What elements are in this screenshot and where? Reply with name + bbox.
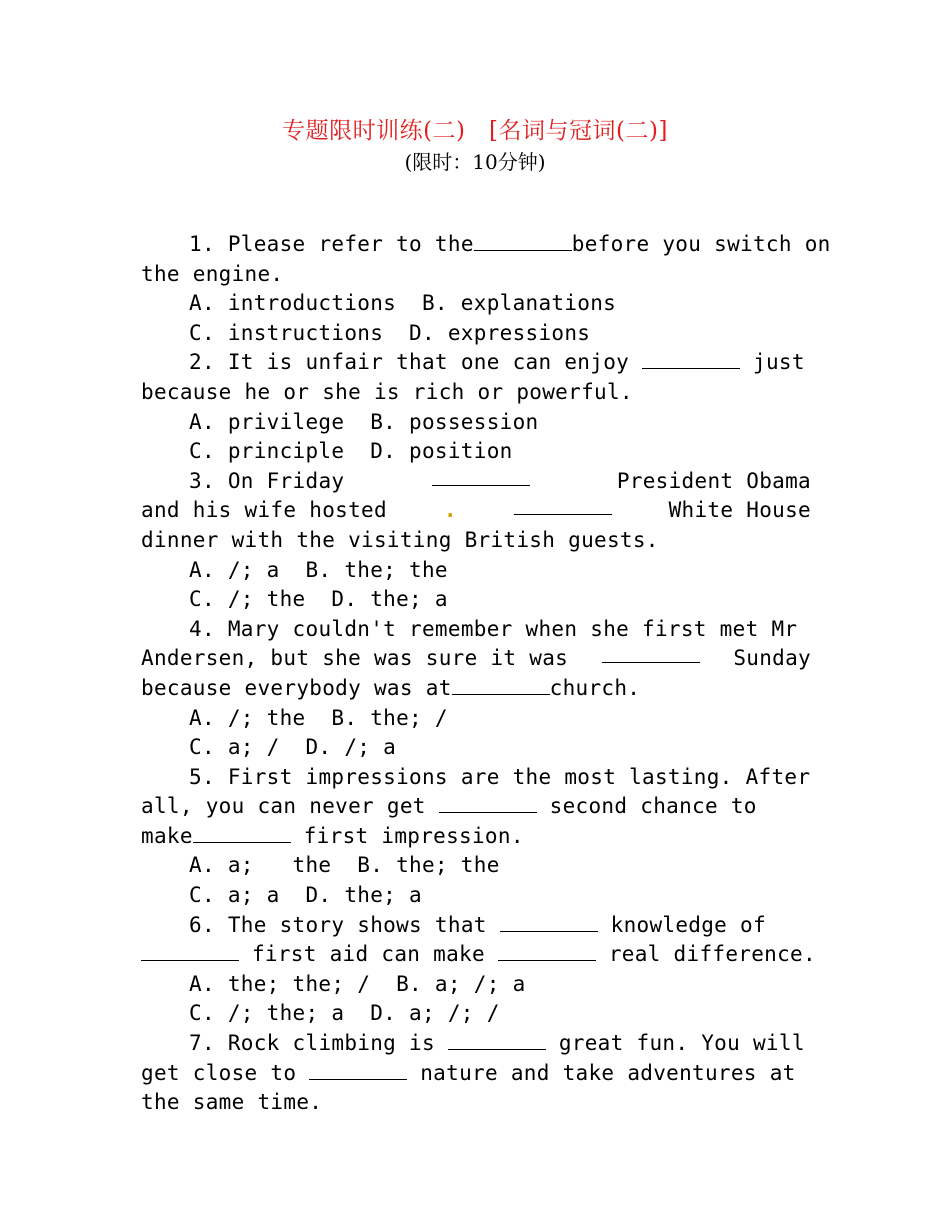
question-2-stem: 2. It is unfair that one can enjoy just — [189, 350, 805, 375]
question-7-stem-end: the same time. — [141, 1090, 323, 1115]
question-3-stem-end: dinner with the visiting British guests. — [141, 527, 659, 552]
answer-blank — [193, 824, 291, 843]
question-1-stem: 1. Please refer to the before you switch on — [189, 232, 831, 256]
question-5-options-ab: A. a; the B. the; the — [189, 853, 500, 878]
question-6-options-ab: A. the; the; / B. a; /; a — [189, 971, 526, 996]
question-6-stem: 6. The story shows that knowledge of — [189, 912, 766, 937]
answer-blank — [452, 676, 550, 695]
question-6-options-cd: C. /; the; a D. a; /; / — [189, 1001, 500, 1026]
question-7-stem-cont: get close to nature and take adventures at — [141, 1060, 796, 1085]
answer-blank — [141, 942, 239, 961]
question-3-options-ab: A. /; a B. the; the — [189, 557, 448, 582]
answer-blank — [642, 350, 740, 369]
answer-blank — [602, 644, 700, 663]
question-1-stem-cont: the engine. — [141, 261, 284, 286]
answer-blank — [309, 1061, 407, 1080]
question-3-stem: 3. On Friday President Obama — [189, 468, 811, 493]
question-5-options-cd: C. a; a D. the; a — [189, 883, 422, 908]
question-4-options-cd: C. a; / D. /; a — [189, 735, 397, 760]
question-1-options-cd: C. instructions D. expressions — [189, 320, 591, 345]
question-6-stem-cont: first aid can make real difference. — [141, 940, 811, 970]
question-3-options-cd: C. /; the D. the; a — [189, 587, 448, 612]
marker-dot: . — [443, 498, 457, 523]
answer-blank — [432, 467, 530, 486]
answer-blank — [498, 942, 596, 961]
question-4-options-ab: A. /; the B. the; / — [189, 705, 448, 730]
question-4-stem: 4. Mary couldn't remember when she first met Mr — [189, 616, 798, 641]
question-1-options-ab: A. introductions B. explanations — [189, 291, 617, 316]
answer-blank — [514, 496, 612, 515]
question-3-stem-cont: and his wife hosted . White House — [141, 496, 811, 526]
question-4-stem-end: because everybody was at church. — [141, 675, 641, 700]
question-7-stem: 7. Rock climbing is great fun. You will — [189, 1031, 805, 1056]
question-5-stem-end: make first impression. — [141, 823, 524, 848]
question-list — [141, 230, 831, 1118]
answer-blank — [474, 232, 572, 251]
answer-blank — [439, 794, 537, 813]
question-5-stem: 5. First impressions are the most lasting. After — [189, 764, 811, 789]
question-2-options-ab: A. privilege B. possession — [189, 409, 539, 434]
question-2-options-cd: C. principle D. position — [189, 439, 513, 464]
question-5-stem-cont: all, you can never get second chance to — [141, 794, 757, 819]
time-limit: (限时：10分钟) — [404, 150, 546, 174]
page-title: 专题限时训练(二) [名词与冠词(二)] — [282, 118, 668, 144]
answer-blank — [500, 913, 598, 932]
question-4-stem-cont: Andersen, but she was sure it was Sunday — [141, 646, 811, 671]
question-2-stem-cont: because he or she is rich or powerful. — [141, 379, 633, 404]
answer-blank — [448, 1031, 546, 1050]
